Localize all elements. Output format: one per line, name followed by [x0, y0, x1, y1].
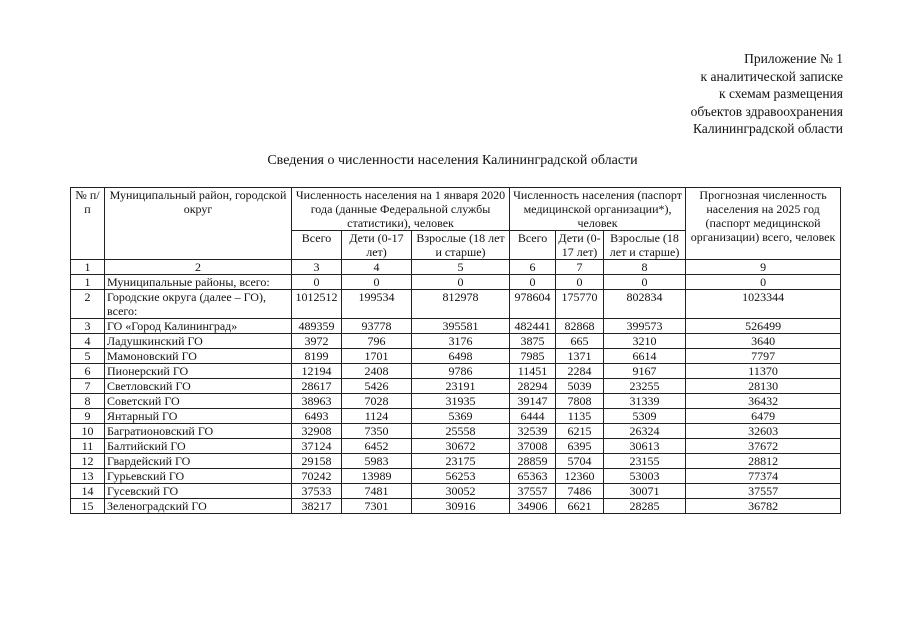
table-row: [71, 290, 841, 319]
appendix-line: объектов здравоохранения: [690, 103, 843, 119]
med-total: 0: [510, 275, 556, 290]
row-number: 4: [71, 334, 105, 349]
header-forecast: Прогнозная численность населения на 2025 год (паспорт медицинской организации) всего, человек: [686, 188, 841, 260]
header-number: № п/п: [71, 188, 105, 260]
header-children: Дети (0-17 лет): [342, 231, 412, 260]
med-adults: 23155: [604, 454, 686, 469]
district-name: Гурьевский ГО: [105, 469, 292, 484]
column-number: 9: [686, 260, 841, 275]
med-adults: 399573: [604, 319, 686, 334]
med-total: 11451: [510, 364, 556, 379]
district-name: Пионерский ГО: [105, 364, 292, 379]
district-name: ГО «Город Калининград»: [105, 319, 292, 334]
forecast-total: 6479: [686, 409, 841, 424]
med-adults: 3210: [604, 334, 686, 349]
rosstat-total: 489359: [292, 319, 342, 334]
rosstat-children: 199534: [342, 290, 412, 319]
med-total: 65363: [510, 469, 556, 484]
med-total: 978604: [510, 290, 556, 319]
med-total: 37008: [510, 439, 556, 454]
header-adults: Взрослые (18 лет и старше): [604, 231, 686, 260]
rosstat-total: 6493: [292, 409, 342, 424]
forecast-total: 32603: [686, 424, 841, 439]
table-row: [71, 349, 841, 364]
rosstat-adults: 5369: [412, 409, 510, 424]
column-number: 2: [105, 260, 292, 275]
table-row: [71, 484, 841, 499]
district-name: Янтарный ГО: [105, 409, 292, 424]
rosstat-adults: 395581: [412, 319, 510, 334]
forecast-total: 526499: [686, 319, 841, 334]
med-children: 7486: [556, 484, 604, 499]
rosstat-children: 7481: [342, 484, 412, 499]
med-adults: 53003: [604, 469, 686, 484]
rosstat-children: 5983: [342, 454, 412, 469]
med-total: 28294: [510, 379, 556, 394]
rosstat-total: 3972: [292, 334, 342, 349]
row-number: 6: [71, 364, 105, 379]
med-adults: 0: [604, 275, 686, 290]
med-adults: 9167: [604, 364, 686, 379]
rosstat-adults: 30052: [412, 484, 510, 499]
table-row: [71, 334, 841, 349]
rosstat-adults: 31935: [412, 394, 510, 409]
med-children: 0: [556, 275, 604, 290]
forecast-total: 37672: [686, 439, 841, 454]
rosstat-total: 32908: [292, 424, 342, 439]
med-children: 665: [556, 334, 604, 349]
header-district: Муниципальный район, городской округ: [105, 188, 292, 260]
rosstat-children: 1701: [342, 349, 412, 364]
forecast-total: 7797: [686, 349, 841, 364]
med-total: 37557: [510, 484, 556, 499]
table-row: [71, 275, 841, 290]
med-adults: 802834: [604, 290, 686, 319]
table-row: [71, 454, 841, 469]
appendix-line: Калининградской области: [692, 121, 843, 136]
column-number: 3: [292, 260, 342, 275]
rosstat-adults: 30916: [412, 499, 510, 514]
table-row: [71, 394, 841, 409]
forecast-total: 36432: [686, 394, 841, 409]
header-total: Всего: [292, 231, 342, 260]
table-row: [71, 424, 841, 439]
med-children: 6621: [556, 499, 604, 514]
rosstat-adults: 23175: [412, 454, 510, 469]
med-total: 6444: [510, 409, 556, 424]
header-total: Всего: [510, 231, 556, 260]
header-children: Дети (0-17 лет): [556, 231, 604, 260]
med-adults: 6614: [604, 349, 686, 364]
rosstat-total: 37124: [292, 439, 342, 454]
district-name: Городские округа (далее – ГО), всего:: [105, 290, 292, 319]
med-children: 6395: [556, 439, 604, 454]
column-number: 4: [342, 260, 412, 275]
table-row: [71, 319, 841, 334]
med-children: 1371: [556, 349, 604, 364]
med-total: 32539: [510, 424, 556, 439]
rosstat-total: 38217: [292, 499, 342, 514]
table-row: [71, 409, 841, 424]
appendix-line: к схемам размещения: [719, 86, 843, 101]
rosstat-children: 2408: [342, 364, 412, 379]
med-children: 12360: [556, 469, 604, 484]
rosstat-total: 0: [292, 275, 342, 290]
rosstat-total: 29158: [292, 454, 342, 469]
med-total: 39147: [510, 394, 556, 409]
row-number: 5: [71, 349, 105, 364]
column-number: 1: [71, 260, 105, 275]
header-rosstat-group: Численность населения на 1 января 2020 года (данные Федеральной службы статистики), человек: [292, 188, 510, 231]
appendix-note: [691, 50, 843, 138]
rosstat-adults: 812978: [412, 290, 510, 319]
row-number: 8: [71, 394, 105, 409]
header-row: [71, 188, 841, 231]
row-number: 13: [71, 469, 105, 484]
column-number: 6: [510, 260, 556, 275]
forecast-total: 28812: [686, 454, 841, 469]
rosstat-children: 0: [342, 275, 412, 290]
district-name: Светловский ГО: [105, 379, 292, 394]
rosstat-children: 7301: [342, 499, 412, 514]
rosstat-adults: 56253: [412, 469, 510, 484]
district-name: Гвардейский ГО: [105, 454, 292, 469]
district-name: Балтийский ГО: [105, 439, 292, 454]
table-row: [71, 469, 841, 484]
rosstat-total: 28617: [292, 379, 342, 394]
forecast-total: 11370: [686, 364, 841, 379]
population-table: [70, 187, 841, 514]
column-number: 7: [556, 260, 604, 275]
rosstat-adults: 23191: [412, 379, 510, 394]
med-adults: 31339: [604, 394, 686, 409]
rosstat-total: 38963: [292, 394, 342, 409]
rosstat-children: 93778: [342, 319, 412, 334]
table-row: [71, 364, 841, 379]
rosstat-children: 796: [342, 334, 412, 349]
row-number: 10: [71, 424, 105, 439]
row-number: 9: [71, 409, 105, 424]
district-name: Мамоновский ГО: [105, 349, 292, 364]
forecast-total: 0: [686, 275, 841, 290]
rosstat-children: 1124: [342, 409, 412, 424]
rosstat-children: 6452: [342, 439, 412, 454]
med-adults: 5309: [604, 409, 686, 424]
rosstat-children: 13989: [342, 469, 412, 484]
rosstat-adults: 25558: [412, 424, 510, 439]
row-number: 14: [71, 484, 105, 499]
table-row: [71, 499, 841, 514]
table-row: [71, 439, 841, 454]
district-name: Муниципальные районы, всего:: [105, 275, 292, 290]
med-children: 5704: [556, 454, 604, 469]
row-number: 11: [71, 439, 105, 454]
rosstat-adults: 0: [412, 275, 510, 290]
med-children: 6215: [556, 424, 604, 439]
district-name: Советский ГО: [105, 394, 292, 409]
row-number: 15: [71, 499, 105, 514]
rosstat-adults: 3176: [412, 334, 510, 349]
column-number: 5: [412, 260, 510, 275]
rosstat-adults: 9786: [412, 364, 510, 379]
table-body: [71, 260, 841, 514]
document-title: Сведения о численности населения Калининградской области: [267, 153, 638, 168]
appendix-line: Приложение № 1: [744, 51, 843, 66]
med-total: 7985: [510, 349, 556, 364]
med-total: 34906: [510, 499, 556, 514]
rosstat-adults: 30672: [412, 439, 510, 454]
med-children: 2284: [556, 364, 604, 379]
med-adults: 30071: [604, 484, 686, 499]
appendix-line: к аналитической записке: [700, 68, 843, 84]
med-children: 175770: [556, 290, 604, 319]
row-number: 7: [71, 379, 105, 394]
med-children: 82868: [556, 319, 604, 334]
district-name: Зеленоградский ГО: [105, 499, 292, 514]
rosstat-total: 1012512: [292, 290, 342, 319]
rosstat-total: 37533: [292, 484, 342, 499]
med-total: 3875: [510, 334, 556, 349]
row-number: 12: [71, 454, 105, 469]
rosstat-total: 8199: [292, 349, 342, 364]
med-children: 5039: [556, 379, 604, 394]
forecast-total: 3640: [686, 334, 841, 349]
med-adults: 30613: [604, 439, 686, 454]
forecast-total: 36782: [686, 499, 841, 514]
med-total: 28859: [510, 454, 556, 469]
forecast-total: 37557: [686, 484, 841, 499]
row-number: 1: [71, 275, 105, 290]
district-name: Гусевский ГО: [105, 484, 292, 499]
rosstat-children: 5426: [342, 379, 412, 394]
med-adults: 28285: [604, 499, 686, 514]
med-total: 482441: [510, 319, 556, 334]
rosstat-total: 70242: [292, 469, 342, 484]
rosstat-adults: 6498: [412, 349, 510, 364]
forecast-total: 1023344: [686, 290, 841, 319]
forecast-total: 77374: [686, 469, 841, 484]
rosstat-children: 7350: [342, 424, 412, 439]
med-adults: 26324: [604, 424, 686, 439]
header-med-group: Численность населения (паспорт медицинской организации*), человек: [510, 188, 686, 231]
column-number-row: [71, 260, 841, 275]
med-children: 7808: [556, 394, 604, 409]
district-name: Ладушкинский ГО: [105, 334, 292, 349]
header-adults: Взрослые (18 лет и старше): [412, 231, 510, 260]
forecast-total: 28130: [686, 379, 841, 394]
rosstat-children: 7028: [342, 394, 412, 409]
row-number: 3: [71, 319, 105, 334]
column-number: 8: [604, 260, 686, 275]
table-row: [71, 379, 841, 394]
med-adults: 23255: [604, 379, 686, 394]
rosstat-total: 12194: [292, 364, 342, 379]
district-name: Багратионовский ГО: [105, 424, 292, 439]
med-children: 1135: [556, 409, 604, 424]
row-number: 2: [71, 290, 105, 319]
